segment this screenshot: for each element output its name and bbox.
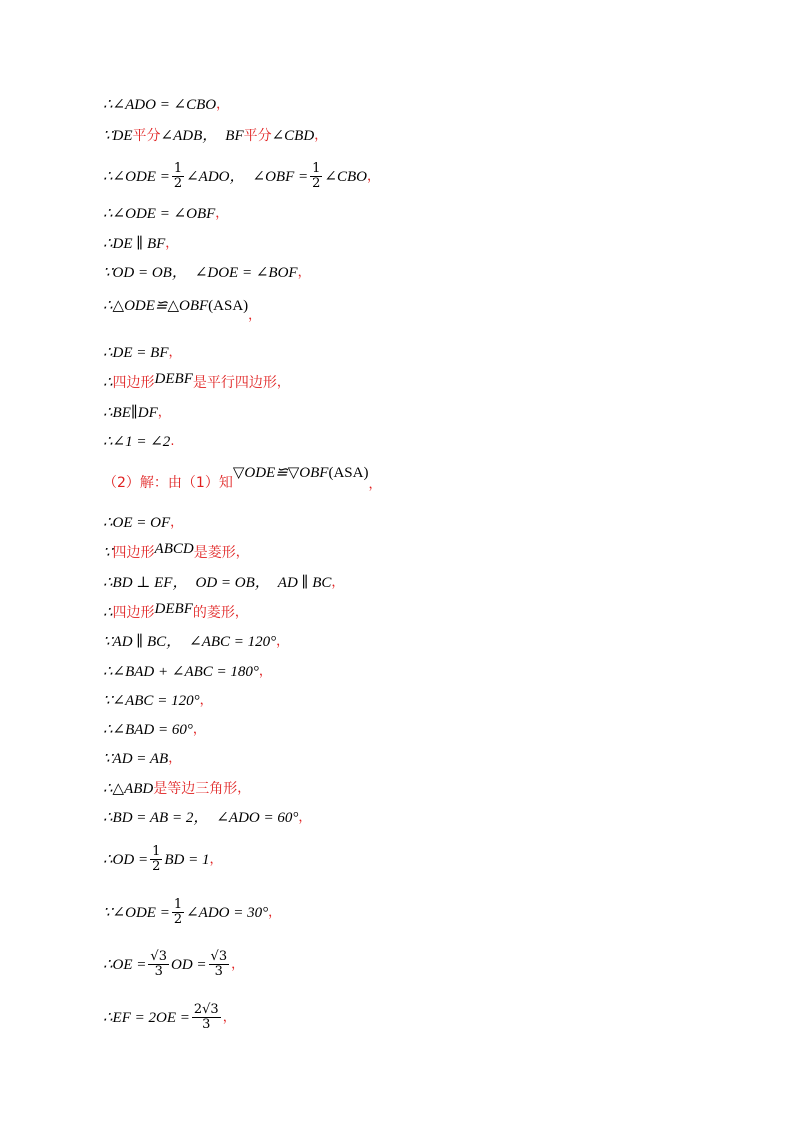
step-15: ∴ 四边形 DEBF 的菱形 ，: [103, 601, 248, 621]
step-21: ∴△ABD 是等边三角形 ，: [103, 781, 251, 797]
fraction: $\frac{1}{2}$: [173, 161, 183, 191]
step-5: ∴DE ∥ BF ，: [103, 236, 179, 252]
fraction: $\frac{1}{2}$: [312, 161, 321, 191]
step-11: ∴∠1 = ∠2 .: [103, 434, 175, 450]
fraction: $\frac{1}{2}$: [152, 844, 161, 874]
step-13: ∵ 四边形 ABCD 是菱形 ，: [103, 541, 249, 561]
step-14: ∴BD ⊥ EF， OD = OB， AD ∥ BC ，: [103, 575, 345, 591]
step-18: ∵∠ABC = 120° ，: [103, 693, 213, 709]
fraction: $\frac{1}{2}$: [173, 897, 183, 927]
step-23: ∴OD = $\frac{1}{2}$ BD = 1 ，: [103, 844, 223, 874]
step-2: ∵DE 平分 ∠ADB， BF 平分 ∠CBD ，: [103, 128, 328, 144]
step-10: ∴BE∥DF ，: [103, 405, 171, 421]
step-22: ∴BD = AB = 2， ∠ADO = 60° ，: [103, 810, 312, 826]
step-12: ∴OE = OF ，: [103, 515, 184, 531]
step-6: ∵OD = OB， ∠DOE = ∠BOF ，: [103, 265, 311, 281]
step-9: ∴ 四边形 DEBF 是平行四边形 ，: [103, 371, 290, 391]
part-2-heading: （2）解：由（1）知 ▽ODE≌▽OBF (ASA) ，: [103, 465, 382, 492]
step-19: ∴∠BAD = 60° ，: [103, 722, 206, 738]
step-8: ∴DE = BF ，: [103, 345, 182, 361]
step-16: ∵AD ∥ BC， ∠ABC = 120° ，: [103, 634, 290, 650]
step-20: ∵AD = AB ，: [103, 751, 182, 767]
fraction: $\frac{√3}{3}$: [210, 949, 228, 979]
fraction: $\frac{√3}{3}$: [150, 949, 167, 979]
step-25: ∴OE = $\frac{√3}{3}$ OD = $\frac{√3}{3}$ ，: [103, 949, 245, 979]
step-4: ∴∠ODE = ∠OBF ，: [103, 206, 229, 222]
step-24: ∵∠ODE = $\frac{1}{2}$ ∠ADO = 30° ，: [103, 897, 282, 927]
step-26: ∴EF = 2OE = $\frac{2√3}{3}$ ，: [103, 1002, 236, 1032]
step-3: ∴∠ODE = $\frac{1}{2}$ ∠ADO， ∠OBF = $\frac{1}{2}$ ∠CBO ，: [103, 161, 380, 191]
step-7: ∴△ODE≌△OBF (ASA) ，: [103, 298, 262, 323]
step-17: ∴∠BAD + ∠ABC = 180° ，: [103, 664, 272, 680]
step-1: ∴∠ADO = ∠CBO ，: [103, 97, 230, 113]
fraction: $\frac{2√3}{3}$: [193, 1002, 219, 1032]
